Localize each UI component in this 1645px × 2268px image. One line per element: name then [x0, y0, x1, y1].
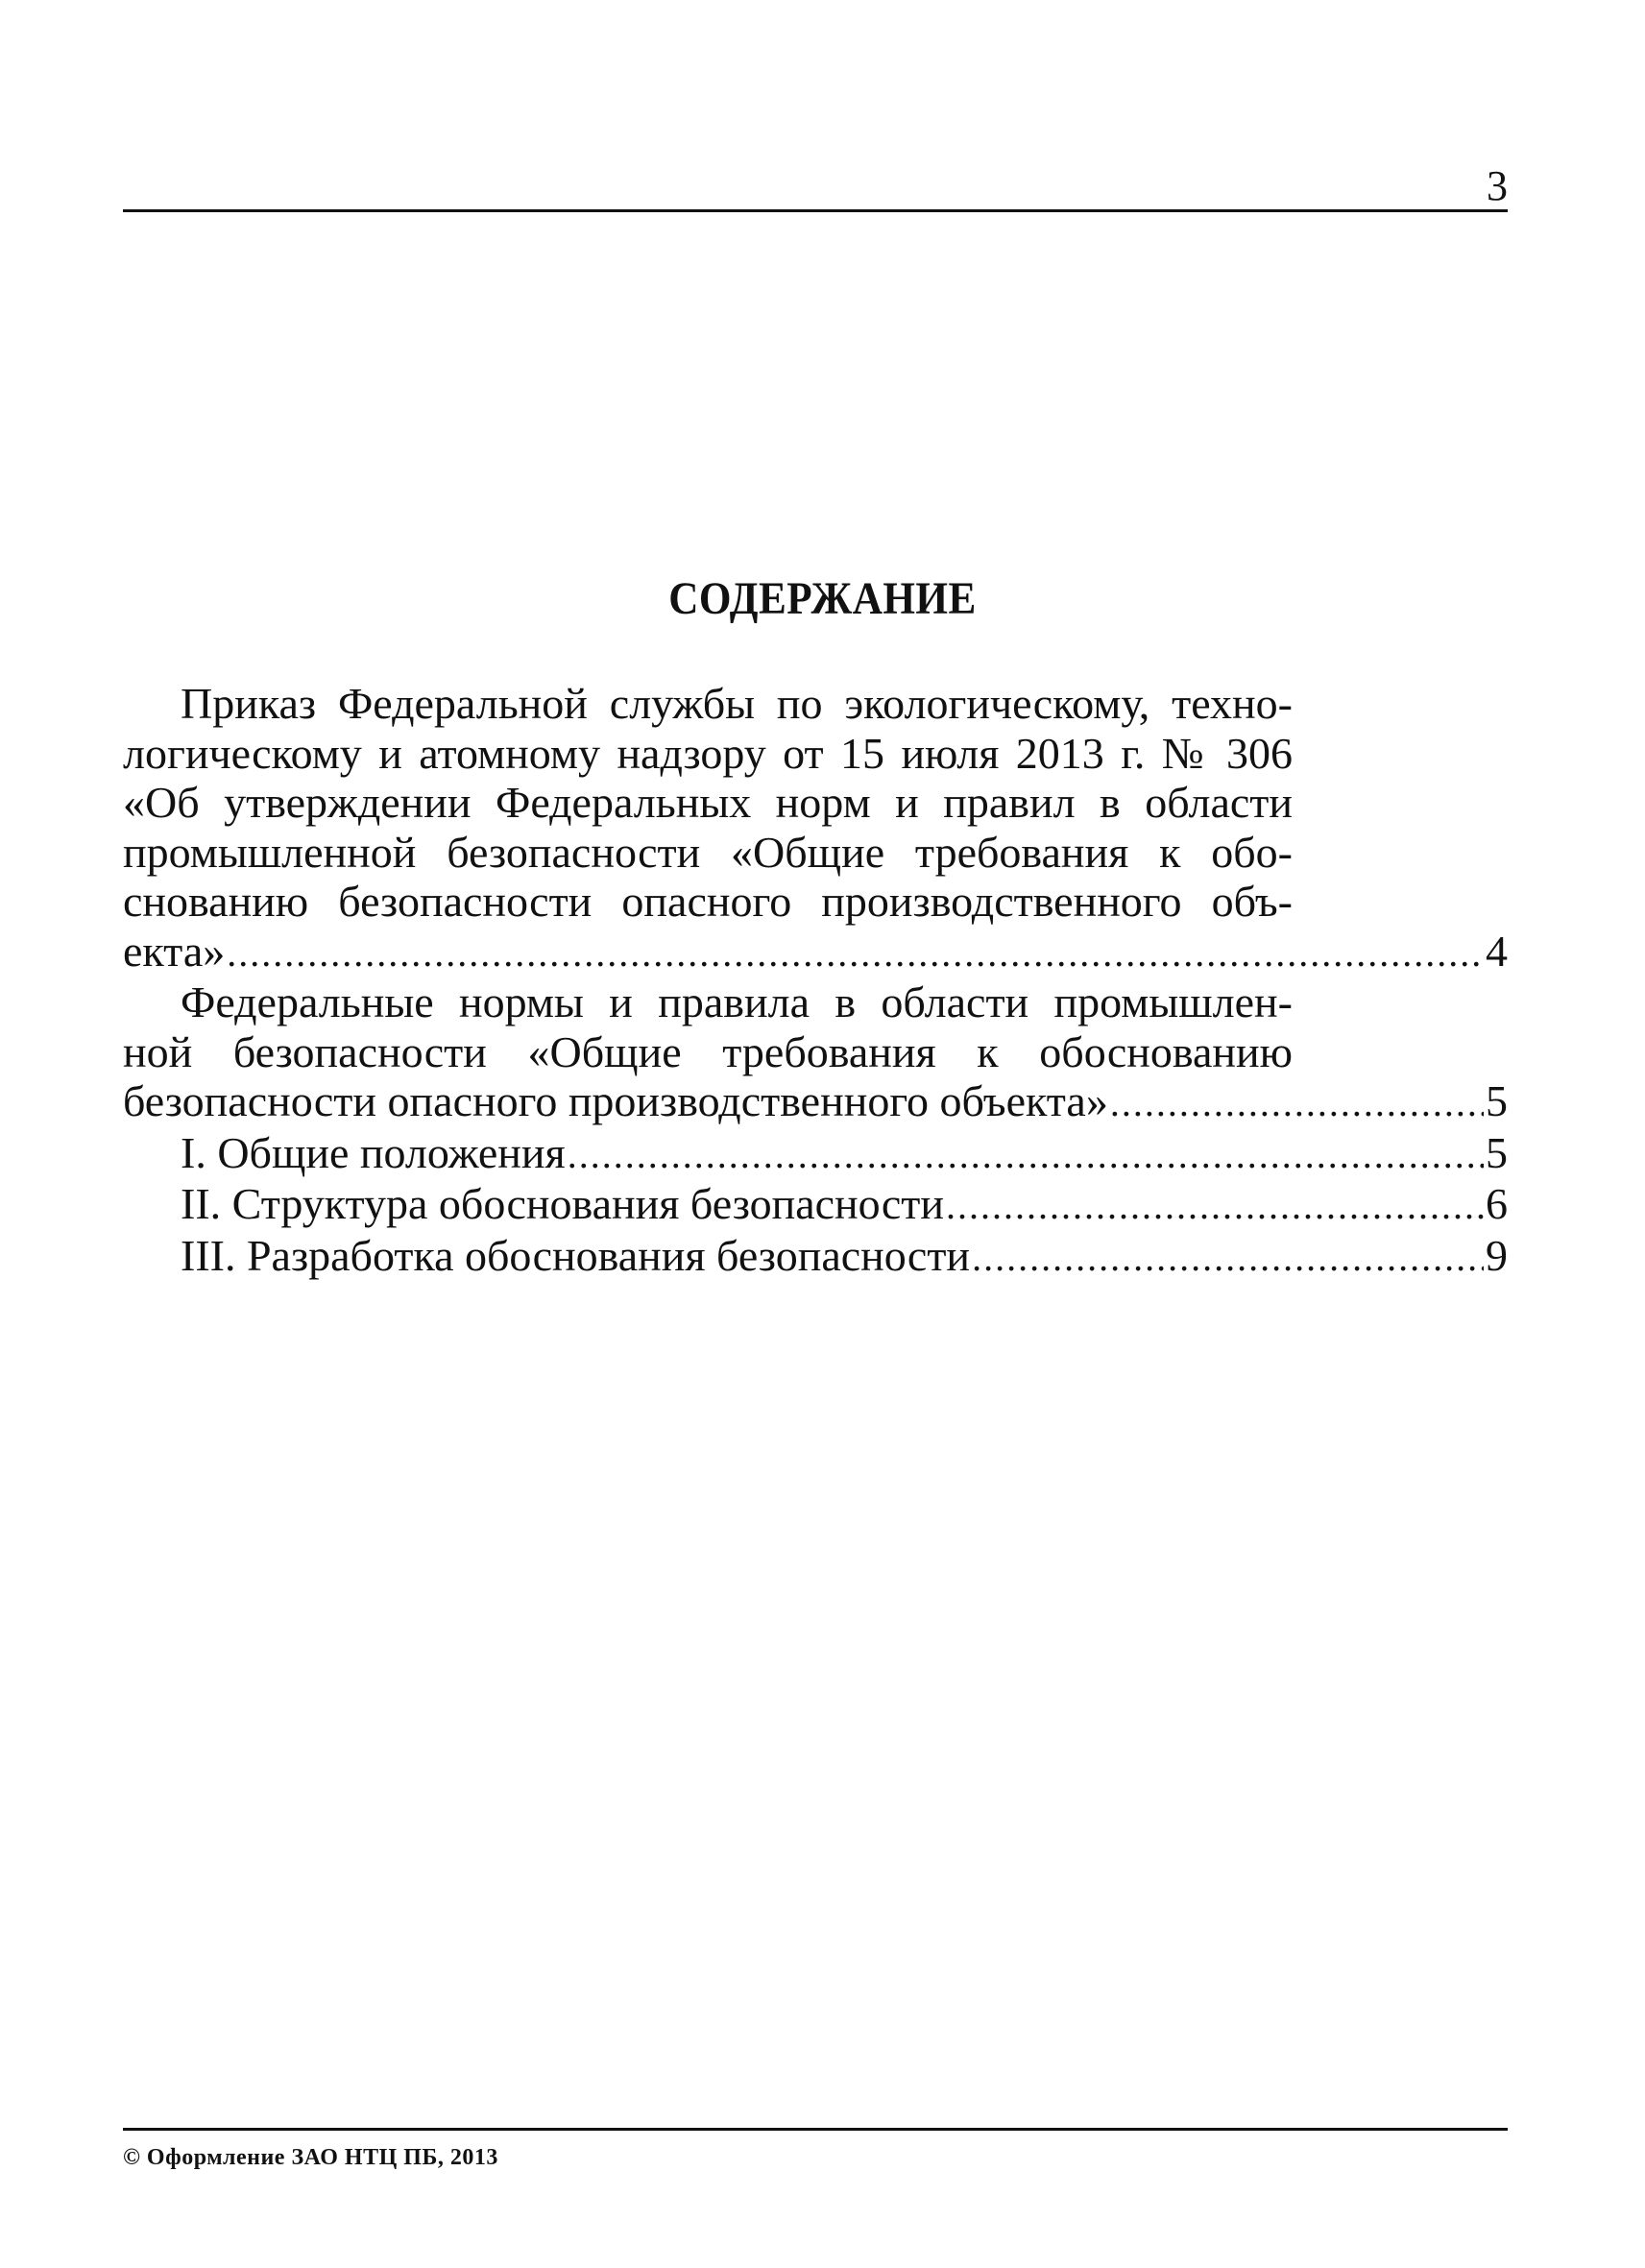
toc-entry-last-line: [123, 927, 1508, 978]
toc-entry-text-line: «Об утверждении Федеральных норм и правил в области: [123, 778, 1293, 827]
dot-leader: [972, 1233, 1484, 1283]
toc-page-number: 9: [1486, 1230, 1508, 1280]
toc-page-number: 5: [1486, 1127, 1508, 1177]
toc-entry-text: екта»: [123, 926, 226, 976]
page-number: 3: [1487, 162, 1508, 209]
dot-leader: [1110, 1078, 1484, 1128]
toc-entry-text-line: снованию безопасности опасного производственного объ-: [123, 877, 1293, 926]
toc-section-structure[interactable]: [123, 1179, 1508, 1231]
toc-section-label: I. Общие положения: [181, 1127, 566, 1177]
toc-entry-text-line: логическому и атомному надзору от 15 июля 2013 г. № 306: [123, 728, 1293, 778]
toc-entry-text: безопасности опасного производственного объекта»: [123, 1076, 1108, 1125]
table-of-contents: [123, 679, 1508, 1282]
dot-leader: [946, 1181, 1484, 1231]
toc-entry-order[interactable]: [123, 679, 1508, 977]
footer-rule: [123, 2128, 1508, 2131]
toc-entry-rules[interactable]: [123, 977, 1508, 1128]
footer-copyright: © Оформление ЗАО НТЦ ПБ, 2013: [123, 2145, 498, 2170]
toc-entry-text-line: Федеральные нормы и правила в области промышлен-: [181, 977, 1293, 1026]
toc-page-number: 5: [1486, 1076, 1508, 1125]
toc-section-development[interactable]: [123, 1231, 1508, 1283]
toc-page-number: 6: [1486, 1179, 1508, 1228]
toc-section-label: III. Разработка обоснования безопасности: [181, 1230, 971, 1280]
toc-page-number: 4: [1486, 926, 1508, 976]
dot-leader: [568, 1130, 1484, 1180]
dot-leader: [227, 929, 1484, 978]
toc-section-label: II. Структура обоснования безопасности: [181, 1179, 944, 1228]
header-rule: [123, 209, 1508, 212]
toc-entry-text-line: Приказ Федеральной службы по экологическому, техно-: [181, 679, 1293, 728]
toc-entry-text-line: промышленной безопасности «Общие требования к обо-: [123, 827, 1293, 877]
toc-entry-last-line: [123, 1076, 1508, 1128]
toc-section-general[interactable]: [123, 1128, 1508, 1180]
toc-title: СОДЕРЖАНИЕ: [668, 573, 977, 624]
toc-entry-text-line: ной безопасности «Общие требования к обоснованию: [123, 1026, 1293, 1076]
